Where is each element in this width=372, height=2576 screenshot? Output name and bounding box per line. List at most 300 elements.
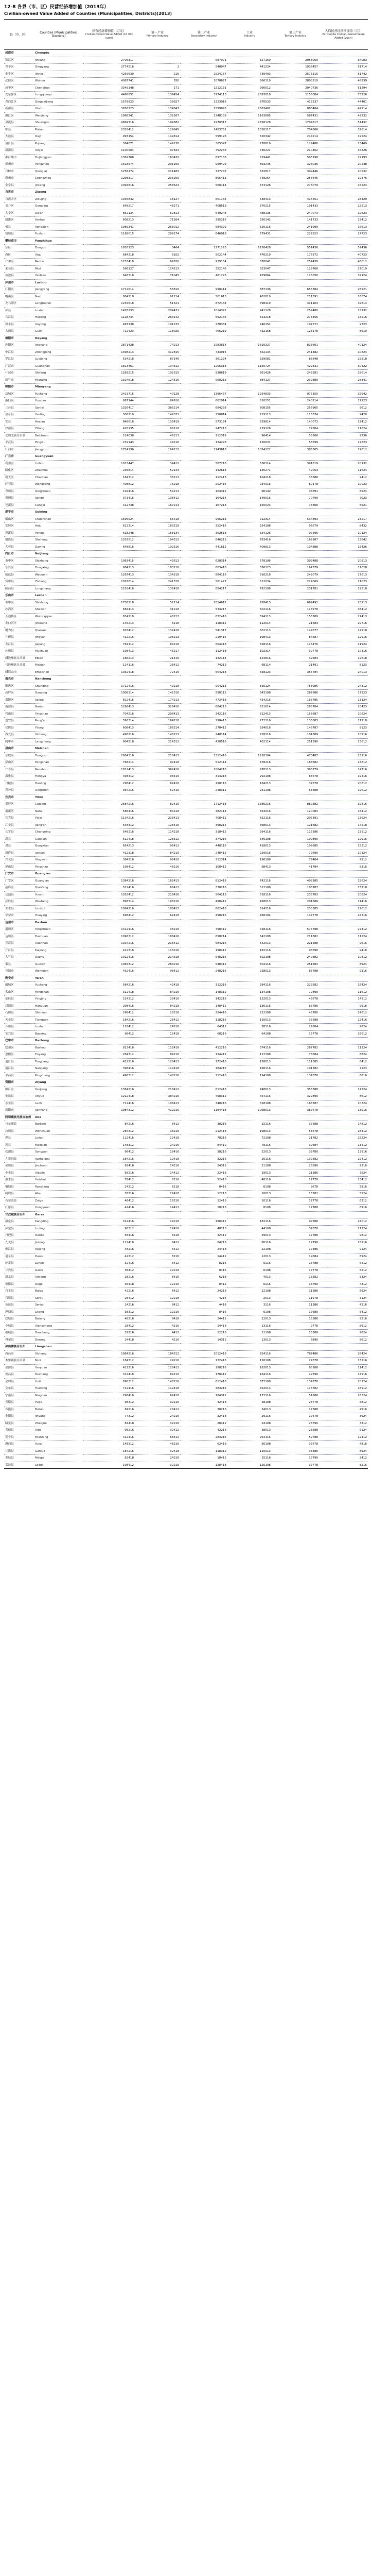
primary-industry-cell: 183216 (135, 565, 180, 572)
tertiary-industry-cell (272, 1114, 319, 1121)
county-name-en: Mingshan (34, 989, 83, 996)
per-capita-cell: 14716 (319, 766, 368, 773)
value-added-cell: 704216 (83, 710, 135, 718)
tertiary-industry-cell: 41784 (272, 863, 319, 871)
industry-cell: 730221 (227, 147, 272, 155)
county-name-zh: 广安区 (4, 877, 34, 885)
secondary-industry-cell: 1014322 (180, 307, 227, 314)
value-added-cell: 487138 (83, 321, 135, 328)
table-row (4, 1462, 368, 1469)
secondary-industry-cell: 22418 (180, 1170, 227, 1177)
table-row (4, 1086, 368, 1093)
industry-cell: 1810327 (227, 342, 272, 349)
industry-cell: 21108 (227, 1163, 272, 1170)
value-added-cell: 608413 (83, 724, 135, 732)
county-name-en: Xingwen (34, 857, 83, 864)
table-row (4, 620, 368, 628)
primary-industry-cell: 14412 (135, 1205, 180, 1212)
primary-industry-cell: 142031 (135, 412, 180, 419)
secondary-industry-cell: 112319 (180, 432, 227, 439)
industry-cell (227, 551, 272, 558)
primary-industry-cell: 48213 (135, 613, 180, 620)
tertiary-industry-cell: 241999 (272, 224, 319, 231)
primary-industry-cell: 24216 (135, 1142, 180, 1149)
county-name-zh: 朝天区 (4, 474, 34, 481)
per-capita-cell: 6412 (319, 1260, 368, 1267)
county-name-zh: 青神县 (4, 787, 34, 794)
industry-cell: 458013 (227, 899, 272, 906)
per-capita-cell: 25224 (319, 1135, 368, 1142)
industry-cell: 2363402 (227, 106, 272, 113)
county-name-zh: 若尔盖县 (4, 1197, 34, 1205)
industry-cell: 130271 (227, 467, 272, 474)
tertiary-industry-cell: 787486 (272, 1350, 319, 1358)
secondary-industry-cell: 128418 (180, 1462, 227, 1469)
per-capita-cell: 9123 (319, 724, 368, 732)
county-name-en: Gongjing (34, 203, 83, 210)
county-name-zh: 仁和区 (4, 259, 34, 266)
per-capita-cell: 8916 (319, 1205, 368, 1212)
per-capita-cell: 11218 (319, 718, 368, 725)
county-name-en: Langzhong (34, 738, 83, 745)
value-added-cell: 1267413 (83, 571, 135, 579)
table-row (4, 683, 368, 690)
county-name-zh: 广汉市 (4, 363, 34, 370)
value-added-cell: 198412 (83, 1462, 135, 1469)
tertiary-industry-cell: 19790 (272, 1239, 319, 1246)
secondary-industry-cell: 628314 (180, 557, 227, 565)
per-capita-cell: 5324 (319, 1274, 368, 1281)
per-capita-cell: 5124 (319, 1427, 368, 1434)
tertiary-industry-cell: 141733 (272, 217, 319, 224)
secondary-industry-cell: 884116 (180, 571, 227, 579)
county-name-en: Xindu (34, 106, 83, 113)
section-row (4, 794, 368, 801)
tertiary-industry-cell: 85788 (272, 968, 319, 975)
county-name-zh: 金口河区 (4, 620, 34, 628)
county-name-en: Nanbu (34, 704, 83, 711)
secondary-industry-cell: 64312 (180, 1024, 227, 1031)
table-row (4, 1044, 368, 1052)
county-name-zh: 西昌市 (4, 1350, 34, 1358)
per-capita-cell: 23916 (319, 752, 368, 759)
table-row (4, 182, 368, 189)
county-name-zh: 营山县 (4, 710, 34, 718)
industry-cell: 219113 (227, 412, 272, 419)
secondary-industry-cell: 6218 (180, 1274, 227, 1281)
industry-cell: 434216 (227, 697, 272, 704)
value-added-cell: 712416 (83, 1100, 135, 1107)
table-row (4, 1093, 368, 1100)
table-body (4, 50, 368, 1469)
county-name-en: Anju (34, 523, 83, 530)
secondary-industry-cell: 548216 (180, 954, 227, 961)
table-row (4, 885, 368, 892)
primary-industry-cell: 92418 (135, 759, 180, 767)
table-row (4, 293, 368, 300)
value-added-cell: 48216 (83, 1316, 135, 1323)
secondary-industry-cell: 198412 (180, 947, 227, 954)
county-name-zh: 峨边彝族自治县 (4, 655, 34, 662)
primary-industry-cell: 71045 (135, 273, 180, 280)
tertiary-industry-cell: 63488 (272, 787, 319, 794)
value-added-cell: 1326417 (83, 404, 135, 412)
primary-industry-cell: 12418 (135, 1191, 180, 1198)
primary-industry-cell: 135419 (135, 418, 180, 426)
per-capita-cell: 17323 (319, 690, 368, 697)
table-row (4, 64, 368, 71)
per-capita-cell: 21924 (319, 641, 368, 648)
table-row (4, 571, 368, 579)
secondary-industry-cell: 461223 (180, 273, 227, 280)
per-capita-cell: 32124 (319, 273, 368, 280)
county-name-zh: 会东县 (4, 1385, 34, 1393)
county-name-en: Da'an (34, 210, 83, 217)
per-capita-cell: 10324 (319, 1100, 368, 1107)
county-name-en: Maoxian (34, 1142, 83, 1149)
table-row (4, 1330, 368, 1337)
county-name-en: Heishui (34, 1177, 83, 1184)
per-capita-cell: 9612 (319, 404, 368, 412)
tertiary-industry-cell (272, 1038, 319, 1045)
value-added-cell: 987144 (83, 398, 135, 405)
per-capita-cell: 10316 (319, 648, 368, 655)
table-row (4, 690, 368, 697)
value-added-cell (83, 919, 135, 926)
industry-cell: 473126 (227, 182, 272, 189)
tertiary-industry-cell (272, 871, 319, 878)
primary-industry-cell: 36213 (135, 474, 180, 481)
value-added-cell: 214038 (83, 432, 135, 439)
county-name-zh: 甘洛县 (4, 1448, 34, 1455)
primary-industry-cell: 385214 (135, 404, 180, 412)
secondary-industry-cell: 48218 (180, 1225, 227, 1232)
primary-industry-cell: 14218 (135, 1218, 180, 1226)
tertiary-industry-cell: 37588 (272, 1016, 319, 1024)
primary-industry-cell: 6218 (135, 620, 180, 628)
tertiary-industry-cell: 153687 (272, 710, 319, 718)
secondary-industry-cell: 2970317 (180, 120, 227, 127)
industry-cell: 124816 (227, 655, 272, 662)
table-row (4, 286, 368, 294)
per-capita-cell: 28429 (319, 196, 368, 203)
primary-industry-cell: 149238 (135, 140, 180, 147)
county-name-zh: 双流县 (4, 120, 34, 127)
county-name-zh: 遂宁市 (4, 509, 34, 516)
county-name-en: Longmatan (34, 300, 83, 308)
tertiary-industry-cell: 977150 (272, 391, 319, 398)
tertiary-industry-cell: 135683 (272, 718, 319, 725)
value-added-cell: 412738 (83, 502, 135, 509)
value-added-cell: 684413 (83, 606, 135, 614)
industry-cell: 579431 (227, 231, 272, 238)
county-name-zh: 彭州市 (4, 161, 34, 168)
per-capita-cell: 8924 (319, 1288, 368, 1295)
county-name-zh: 高坪区 (4, 690, 34, 697)
industry-cell: 6108 (227, 1183, 272, 1191)
value-added-cell: 192416 (83, 488, 135, 495)
per-capita-cell: 2412 (319, 1455, 368, 1462)
county-name-en: Shizhong (34, 599, 83, 606)
secondary-industry-cell: 338216 (180, 885, 227, 892)
primary-industry-cell: 97844 (135, 147, 180, 155)
primary-industry-cell: 40128 (135, 391, 180, 398)
per-capita-cell: 11524 (319, 933, 368, 940)
industry-cell: 96142 (227, 488, 272, 495)
table-row (4, 126, 368, 133)
table-row (4, 78, 368, 85)
county-name-en: Xiqu (34, 251, 83, 259)
tertiary-industry-cell: 355784 (272, 669, 319, 676)
tertiary-industry-cell: 105787 (272, 885, 319, 892)
county-name-en: Nanchong (34, 676, 83, 683)
county-name-zh: 仁寿县 (4, 766, 34, 773)
primary-industry-cell: 167214 (135, 502, 180, 509)
tertiary-industry-cell: 207391 (272, 815, 319, 822)
county-name-en: Fucheng (34, 391, 83, 398)
primary-industry-cell: 54213 (135, 488, 180, 495)
primary-industry-cell: 52114 (135, 599, 180, 606)
primary-industry-cell: 74213 (135, 342, 180, 349)
table-row (4, 516, 368, 523)
per-capita-cell: 19518 (319, 585, 368, 592)
per-capita-cell: 8912 (319, 1323, 368, 1330)
tertiary-industry-cell: 534893 (272, 516, 319, 523)
county-name-en: Dujiangyan (34, 154, 83, 161)
tertiary-industry-cell: 137678 (272, 1378, 319, 1385)
county-name-en: Suining (34, 509, 83, 516)
secondary-industry-cell: 1078627 (180, 78, 227, 85)
industry-cell: 264116 (227, 1434, 272, 1441)
primary-industry-cell (135, 676, 180, 683)
per-capita-cell: 32942 (319, 391, 368, 398)
table-row (4, 224, 368, 231)
primary-industry-cell: 18127 (135, 196, 180, 203)
county-name-zh: 安县 (4, 418, 34, 426)
value-added-cell: 184216 (83, 1016, 135, 1024)
primary-industry-cell: 148213 (135, 732, 180, 739)
table-row (4, 314, 368, 321)
secondary-industry-cell: 662014 (180, 398, 227, 405)
tertiary-industry-cell: 59788 (272, 1434, 319, 1441)
value-added-cell: 42216 (83, 1288, 135, 1295)
per-capita-cell: 16874 (319, 293, 368, 300)
value-added-cell: 1813461 (83, 363, 135, 370)
tertiary-industry-cell: 249079 (272, 571, 319, 579)
county-name-zh: 越西县 (4, 1441, 34, 1448)
industry-cell: 78116 (227, 1142, 272, 1149)
primary-industry-cell: 42613 (135, 557, 180, 565)
county-name-en: Bazhong (34, 1038, 83, 1045)
secondary-industry-cell: 118312 (180, 1448, 227, 1455)
table-row (4, 933, 368, 940)
per-capita-cell: 12618 (319, 655, 368, 662)
tertiary-industry-cell: 163682 (272, 759, 319, 767)
primary-industry-cell: 148216 (135, 1378, 180, 1385)
table-row (4, 697, 368, 704)
county-name-zh: 中江县 (4, 349, 34, 356)
column-header: 民营经济增加值（万元） Civilian-owned Value Added (10 000 yuan) (83, 20, 135, 50)
per-capita-cell: 8612 (319, 1093, 368, 1100)
county-name-en: Weiyuan (34, 571, 83, 579)
industry-cell (227, 919, 272, 926)
table-row (4, 391, 368, 398)
county-name-en: Jianyang (34, 1107, 83, 1114)
tertiary-industry-cell (272, 279, 319, 286)
tertiary-industry-cell: 99786 (272, 1218, 319, 1226)
per-capita-cell: 19524 (319, 133, 368, 141)
secondary-industry-cell (180, 975, 227, 982)
county-name-en: Yingshan (34, 710, 83, 718)
primary-industry-cell: 31218 (135, 606, 180, 614)
per-capita-cell: 13624 (319, 815, 368, 822)
table-row (4, 641, 368, 648)
county-name-zh: 理县 (4, 1135, 34, 1142)
table-row (4, 773, 368, 781)
value-added-cell: 1084216 (83, 905, 135, 912)
county-name-en: Kaijiang (34, 947, 83, 954)
value-added-cell: 1089341 (83, 224, 135, 231)
county-name-en: Lixian (34, 1135, 83, 1142)
per-capita-cell: 15412 (319, 808, 368, 815)
county-name-zh: 温江区 (4, 112, 34, 120)
table-row (4, 196, 368, 203)
table-row (4, 356, 368, 363)
county-name-zh: 理塘县 (4, 1309, 34, 1316)
county-name-zh: 江安县 (4, 822, 34, 829)
county-name-zh: 宁南县 (4, 1392, 34, 1399)
per-capita-cell: 4312 (319, 1281, 368, 1288)
county-name-en: Zhaohua (34, 467, 83, 474)
per-capita-cell: 14224 (319, 1086, 368, 1093)
value-added-table (4, 19, 368, 1469)
per-capita-cell: 8524 (319, 488, 368, 495)
tertiary-industry-cell: 79484 (272, 857, 319, 864)
tertiary-industry-cell: 107571 (272, 321, 319, 328)
table-row (4, 704, 368, 711)
value-added-cell: 654213 (83, 843, 135, 850)
value-added-cell: 48216 (83, 1246, 135, 1253)
county-name-zh: 普格县 (4, 1399, 34, 1406)
value-added-cell: 1253418 (83, 259, 135, 266)
tertiary-industry-cell: 222823 (272, 231, 319, 238)
county-name-zh: 龙马潭区 (4, 300, 34, 308)
value-added-cell: 62418 (83, 1455, 135, 1462)
primary-industry-cell: 149814 (135, 133, 180, 141)
county-name-zh: 荥经县 (4, 996, 34, 1003)
county-name-en: Hejiang (34, 314, 83, 321)
table-row (4, 1163, 368, 1170)
primary-industry-cell: 124516 (135, 377, 180, 384)
industry-cell: 3116 (227, 1302, 272, 1309)
tertiary-industry-cell (272, 794, 319, 801)
county-name-en: Yilong (34, 724, 83, 732)
county-name-zh: 资中县 (4, 579, 34, 586)
industry-cell: 739403 (227, 71, 272, 78)
secondary-industry-cell: 812418 (180, 877, 227, 885)
county-name-en: Santai (34, 404, 83, 412)
secondary-industry-cell: 592136 (180, 314, 227, 321)
table-row (4, 120, 368, 127)
column-header: 第一产业 Primary Industry (135, 20, 180, 50)
tertiary-industry-cell: 240214 (272, 398, 319, 405)
secondary-industry-cell: 501613 (180, 293, 227, 300)
table-row (4, 544, 368, 551)
primary-industry-cell: 6218 (135, 1183, 180, 1191)
primary-industry-cell: 6412 (135, 1246, 180, 1253)
table-row (4, 1350, 368, 1358)
county-name-zh: 华蓥市 (4, 912, 34, 920)
section-row (4, 551, 368, 558)
county-name-en: Jintang (34, 182, 83, 189)
tertiary-industry-cell: 143787 (272, 724, 319, 732)
secondary-industry-cell: 314218 (180, 773, 227, 781)
value-added-cell (83, 50, 135, 57)
secondary-industry-cell: 248216 (180, 968, 227, 975)
primary-industry-cell: 46213 (135, 432, 180, 439)
per-capita-cell: 12916 (319, 836, 368, 843)
county-name-en: Ebian (34, 655, 83, 662)
primary-industry-cell: 32216 (135, 1462, 180, 1469)
per-capita-cell: 13842 (319, 537, 368, 544)
table-row (4, 1058, 368, 1065)
table-row (4, 251, 368, 259)
table-row (4, 808, 368, 815)
per-capita-cell: 27413 (319, 613, 368, 620)
secondary-industry-cell: 212418 (180, 1128, 227, 1135)
value-added-cell: 1826123 (83, 245, 135, 252)
secondary-industry-cell: 14412 (180, 1253, 227, 1260)
value-added-cell: 4087741 (83, 78, 135, 85)
tertiary-industry-cell: 273456 (272, 314, 319, 321)
primary-industry-cell: 384216 (135, 1093, 180, 1100)
county-name-en: Mianning (34, 1434, 83, 1441)
per-capita-cell: 13216 (319, 1358, 368, 1365)
tertiary-industry-cell: 1155084 (272, 92, 319, 99)
secondary-industry-cell: 412216 (180, 1044, 227, 1052)
county-name-en: Pengshan (34, 759, 83, 767)
tertiary-industry-cell: 11386 (272, 1302, 319, 1309)
secondary-industry-cell: 24412 (180, 1316, 227, 1323)
county-name-zh: 宜宾市 (4, 794, 34, 801)
per-capita-cell: 10023 (319, 481, 368, 488)
county-name-en: Shizhong (34, 557, 83, 565)
per-capita-cell: 8924 (319, 1448, 368, 1455)
secondary-industry-cell: 484216 (180, 1385, 227, 1393)
industry-cell: 520116 (227, 224, 272, 231)
county-name-en: Ziyang (34, 1079, 83, 1087)
value-added-cell: 1324618 (83, 377, 135, 384)
value-added-cell: 498216 (83, 732, 135, 739)
county-name-zh: 马边彝族自治县 (4, 662, 34, 669)
per-capita-cell: 30422 (319, 363, 368, 370)
secondary-industry-cell: 8216 (180, 1260, 227, 1267)
tertiary-industry-cell: 422831 (272, 363, 319, 370)
value-added-cell: 214312 (83, 996, 135, 1003)
county-name-en: Rongxian (34, 224, 83, 231)
value-added-cell: 3658223 (83, 106, 135, 113)
secondary-industry-cell: 4216 (180, 1295, 227, 1302)
value-added-cell: 818412 (83, 627, 135, 634)
county-name-en: Dazhou (34, 919, 83, 926)
county-name-zh: 蓬溪县 (4, 530, 34, 537)
county-name-zh: 江油市 (4, 446, 34, 453)
county-name-en: Luhuo (34, 1260, 83, 1267)
tertiary-industry-cell: 70790 (272, 495, 319, 502)
per-capita-cell: 40723 (319, 251, 368, 259)
value-added-cell: 24312 (83, 1183, 135, 1191)
tertiary-industry-cell (272, 919, 319, 926)
